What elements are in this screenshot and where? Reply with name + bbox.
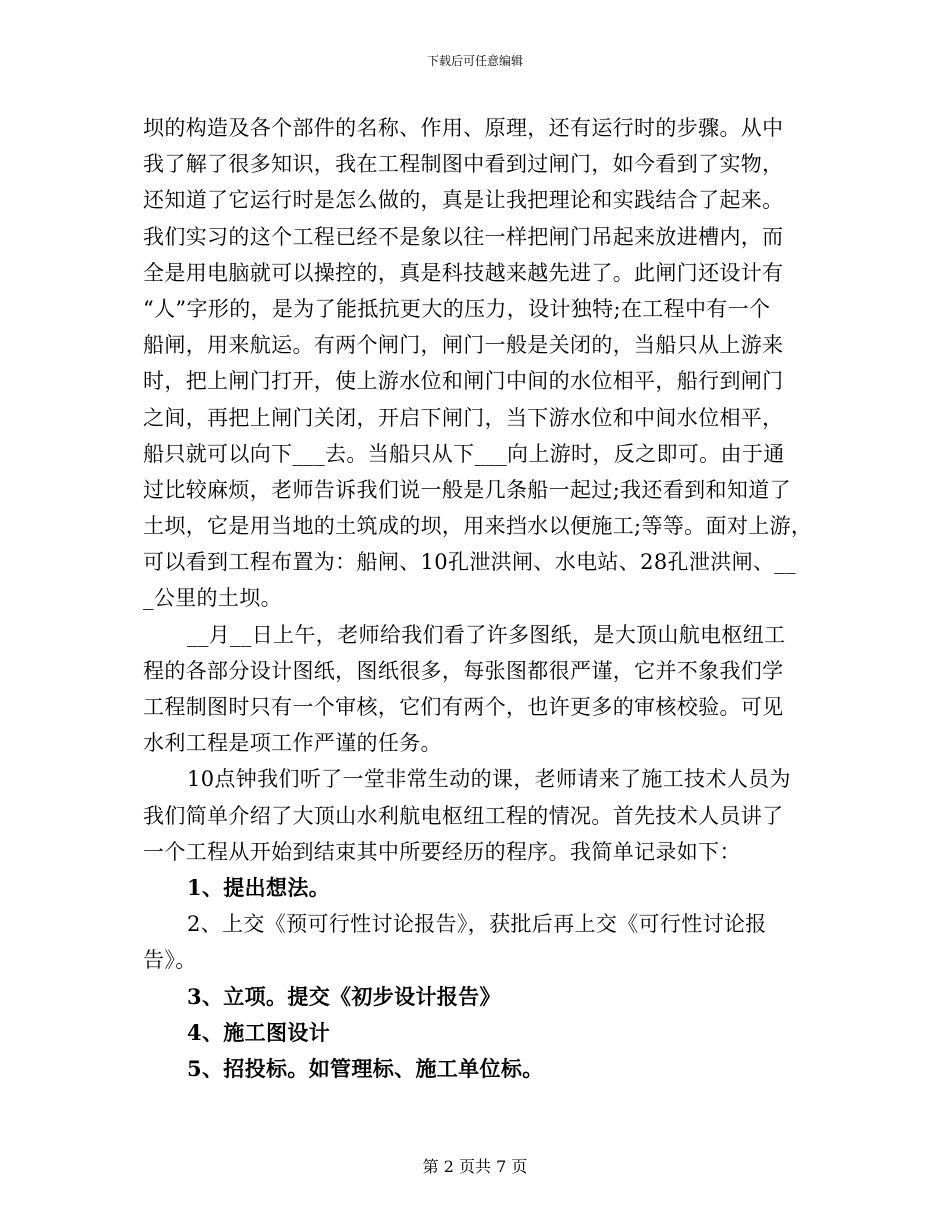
text-line: 水利工程是项工作严谨的任务。 xyxy=(143,731,442,756)
text-line: 全是用电脑就可以操控的，真是科技越来越先进了。此闸门还设计有 xyxy=(143,260,784,285)
text-line: 时，把上闸门打开，使上游水位和闸门中间的水位相平，船行到闸门 xyxy=(143,369,784,394)
text-line: “人”字形的，是为了能抵抗更大的压力，设计独特;在工程中有一个 xyxy=(143,296,771,321)
text-line: 程的各部分设计图纸，图纸很多，每张图都很严谨，它并不象我们学 xyxy=(143,658,784,683)
text-line: 我们简单介绍了大顶山水利航电枢纽工程的情况。首先技术人员讲了 xyxy=(143,803,784,828)
list-item-1: 1、提出想法。 xyxy=(187,874,331,900)
list-item-3: 3、立项。提交《初步设计报告》 xyxy=(187,983,501,1009)
list-item-2: 2、上交《预可行性讨论报告》，获批后再上交《可行性讨论报 xyxy=(187,912,767,937)
text-line: 还知道了它运行时是怎么做的，真是让我把理论和实践结合了起来。 xyxy=(143,188,784,213)
document-body xyxy=(143,110,823,1087)
text-line: 过比较麻烦，老师告诉我们说一般是几条船一起过;我还看到和知道了 xyxy=(143,477,791,502)
text-line: 我了解了很多知识，我在工程制图中看到过闸门，如今看到了实物， xyxy=(143,152,784,177)
text-line: _公里的土坝。 xyxy=(143,586,282,611)
text-line: 船闸，用来航运。有两个闸门，闸门一般是关闭的，当船只从上游来 xyxy=(143,333,784,358)
text-line: 坝的构造及各个部件的名称、作用、原理，还有运行时的步骤。从中 xyxy=(143,116,784,140)
list-item-4: 4、施工图设计 xyxy=(187,1019,331,1045)
list-item-5: 5、招投标。如管理标、施工单位标。 xyxy=(187,1055,544,1081)
paragraph-first-line: 10点钟我们听了一堂非常生动的课，老师请来了施工技术人员为 xyxy=(187,767,791,792)
page-header: 下载后可任意编辑 xyxy=(426,54,523,68)
page-number: 第 2 页共 7 页 xyxy=(422,1157,528,1176)
paragraph-first-line: __月__日上午，老师给我们看了许多图纸，是大顶山航电枢纽工 xyxy=(187,622,786,647)
text-line: 可以看到工程布置为：船闸、10孔泄洪闸、水电站、28孔泄洪闸、__ xyxy=(143,550,796,575)
text-line: 之间，再把上闸门关闭，开启下闸门，当下游水位和中间水位相平， xyxy=(143,405,784,430)
text-line: 工程制图时只有一个审核，它们有两个，也许更多的审核校验。可见 xyxy=(143,695,784,719)
list-item-2-continuation: 告》。 xyxy=(143,948,197,973)
text-line: 土坝，它是用当地的土筑成的坝，用来挡水以便施工;等等。面对上游， xyxy=(143,514,813,539)
text-line: 我们实习的这个工程已经不是象以往一样把闸门吊起来放进槽内，而 xyxy=(143,224,784,249)
text-line: 船只就可以向下___去。当船只从下___向上游时，反之即可。由于通 xyxy=(143,441,785,466)
text-line: 一个工程从开始到结束其中所要经历的程序。我简单记录如下： xyxy=(143,839,741,864)
